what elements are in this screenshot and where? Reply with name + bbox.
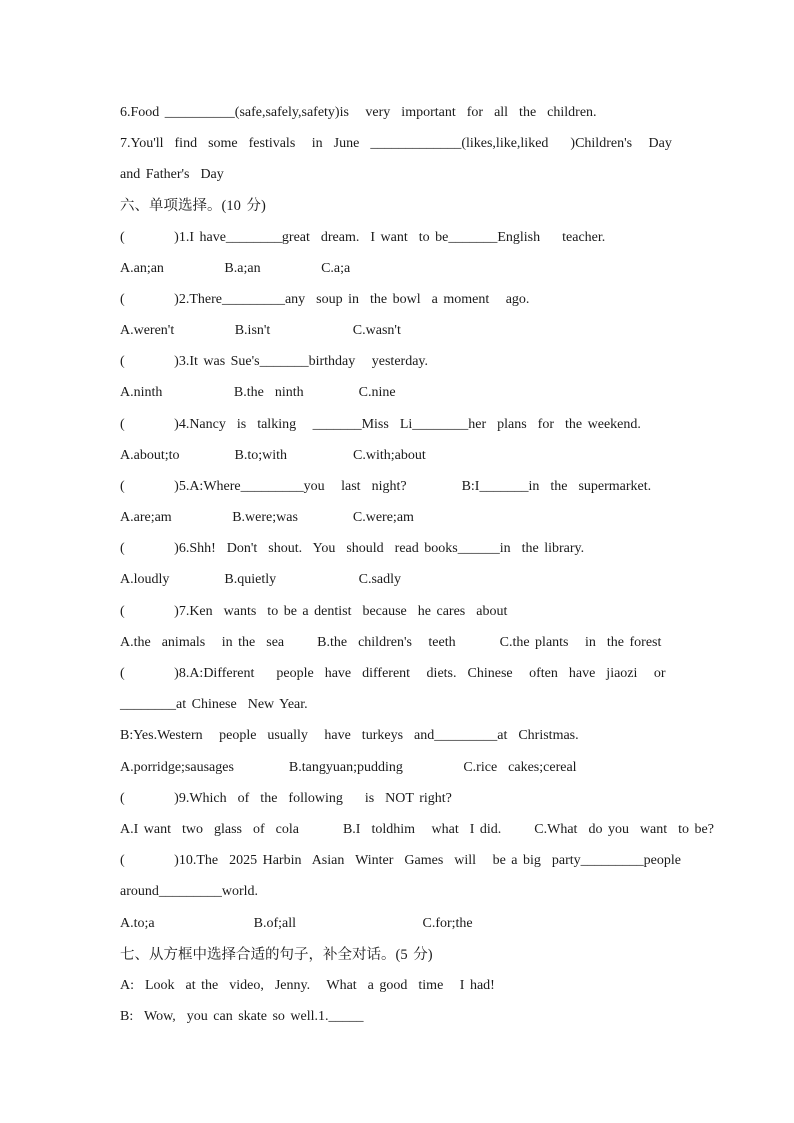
- mc-options-5: A.are;am B.were;was C.were;am: [120, 510, 414, 525]
- dialogue-line-b: B: Wow, you can skate so well.1._____: [120, 1009, 364, 1024]
- mc-question-4: ( )4.Nancy is talking _______Miss Li________her plans for the weekend.: [120, 417, 641, 432]
- mc-question-3: ( )3.It was Sue's_______birthday yesterday.: [120, 354, 429, 369]
- mc-options-6: A.loudly B.quietly C.sadly: [120, 572, 401, 587]
- mc-question-5: ( )5.A:Where_________you last night? B:I_______in the supermarket.: [120, 479, 652, 494]
- mc-options-9: A.I want two glass of cola B.I toldhim what I did. C.What do you want to be?: [120, 822, 714, 837]
- mc-question-8: ( )8.A:Different people have different diets. Chinese often have jiaozi or: [120, 666, 666, 681]
- mc-options-7: A.the animals in the sea B.the children's teeth C.the plants in the forest: [120, 635, 662, 650]
- mc-question-8-part-b: B:Yes.Western people usually have turkeys and_________at Christmas.: [120, 728, 579, 743]
- mc-question-10-continued: around_________world.: [120, 884, 259, 899]
- mc-question-1: ( )1.I have________great dream. I want to be_______English teacher.: [120, 230, 606, 245]
- fill-question-6: 6.Food __________(safe,safely,safety)is very important for all the children.: [120, 105, 597, 120]
- mc-question-8-continued: ________at Chinese New Year.: [120, 697, 308, 712]
- fill-question-7-continued: and Father's Day: [120, 167, 224, 182]
- dialogue-line-a: A: Look at the video, Jenny. What a good time I had!: [120, 978, 495, 993]
- mc-question-6: ( )6.Shh! Don't shout. You should read books______in the library.: [120, 541, 585, 556]
- section-7-heading: 七、从方框中选择合适的句子，补全对话。(5 分): [120, 947, 433, 963]
- mc-question-10: ( )10.The 2025 Harbin Asian Winter Games will be a big party_________people: [120, 853, 681, 868]
- mc-question-9: ( )9.Which of the following is NOT right?: [120, 791, 452, 806]
- fill-question-7: 7.You'll find some festivals in June _____________(likes,like,liked )Children's Day: [120, 136, 672, 151]
- mc-question-2: ( )2.There_________any soup in the bowl a moment ago.: [120, 292, 530, 307]
- mc-question-7: ( )7.Ken wants to be a dentist because he cares about: [120, 604, 508, 619]
- mc-options-4: A.about;to B.to;with C.with;about: [120, 448, 426, 463]
- mc-options-1: A.an;an B.a;an C.a;a: [120, 261, 351, 276]
- section-6-heading: 六、单项选择。(10 分): [120, 198, 266, 214]
- mc-options-2: A.weren't B.isn't C.wasn't: [120, 323, 401, 338]
- mc-options-8: A.porridge;sausages B.tangyuan;pudding C.rice cakes;cereal: [120, 760, 577, 775]
- mc-options-10: A.to;a B.of;all C.for;the: [120, 916, 473, 931]
- mc-options-3: A.ninth B.the ninth C.nine: [120, 385, 396, 400]
